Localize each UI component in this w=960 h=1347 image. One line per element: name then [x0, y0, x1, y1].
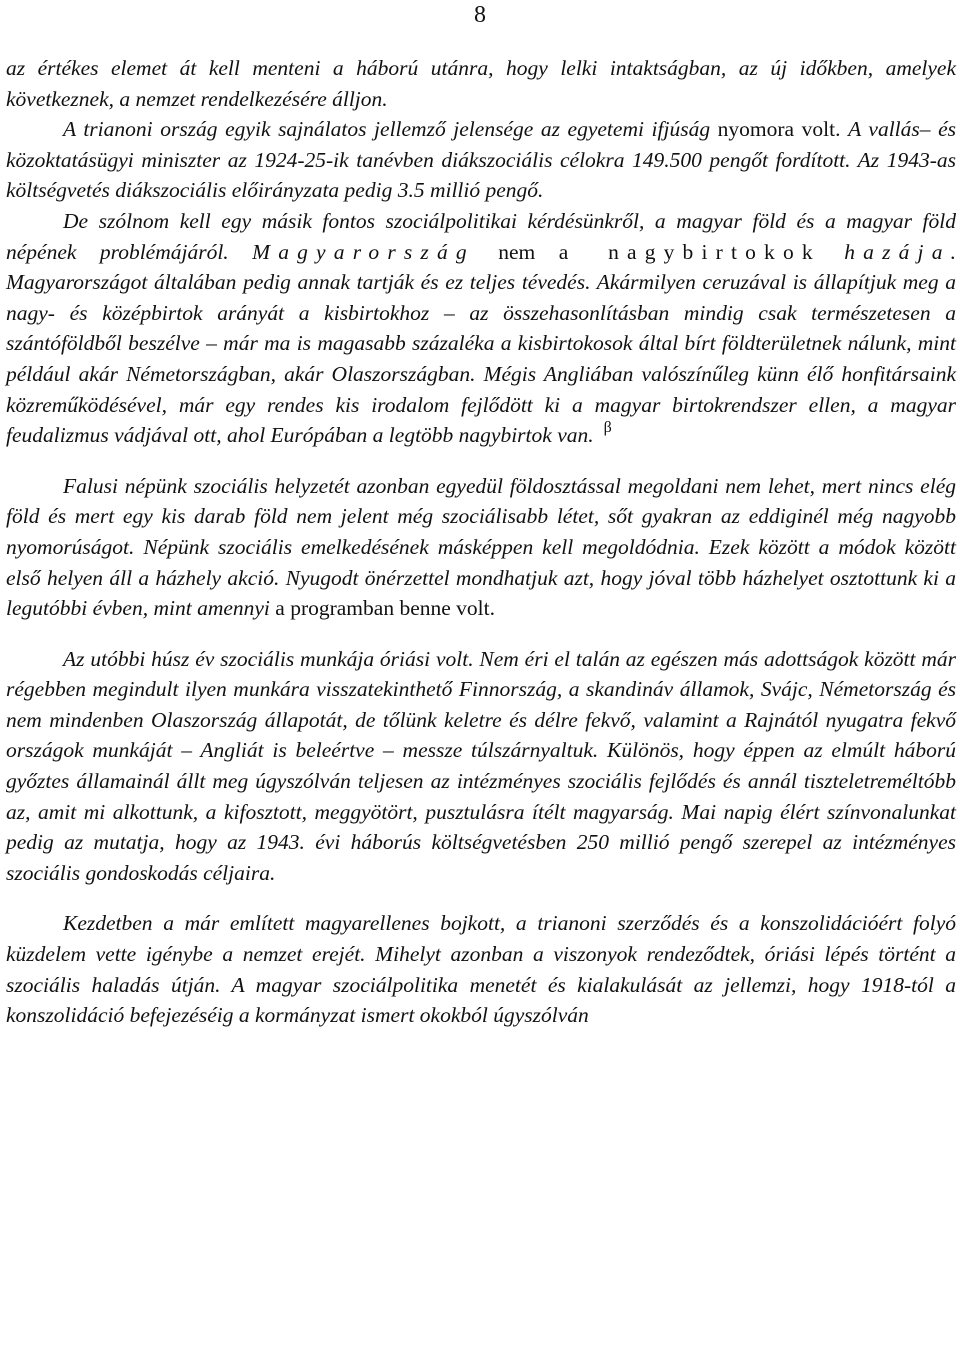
- text-run: az értékes elemet át kell menteni a háború utánra, hogy lelki intaktságban, az új időkben, amelyek következnek, a nemzet rendelkezésére álljon.: [6, 56, 956, 111]
- text-run: a programban benne volt.: [269, 596, 495, 621]
- text-run: Az utóbbi húsz év szociális munkája óriási volt. Nem éri el talán az egészen más adottságok között már régebben megindult ilyen munkára visszatekinthető Finnország, a skandináv államok, Svájc, Németország és nem mindenben Olaszország állapotát, de tőlünk keletre és délre fekvő, valamint a Rajnától nyugatra fekvő országok munkáját – Angliát is beleértve – messze túlszárnyaltuk. Különös, hogy éppen az elmúlt háború győztes államainál állt meg úgyszólván teljesen az intézményes szociális fejlődés és annál tiszteletreméltóbb az, amit mi alkottunk, a kifosztott, meggyötört, pusztulásra ítélt magyarság. Mai napig élért színvonalunkat pedig az mutatja, hogy az 1943. évi háborús költségvetésben 250 millió pengő szerepel az intézményes szociális gondoskodás céljaira.: [6, 646, 956, 885]
- text-run: Magyarország: [252, 239, 475, 264]
- text-run: A vallás– és közoktatásügyi miniszter az 1924-25-ik tanévben diákszociális célokra 149.500 pengőt fordított. Az 1943-as költségvetés diákszociális előirányzata pedig 3.5 millió pengő.: [6, 117, 957, 203]
- text-run: A trianoni ország egyik sajnálatos jellemző jelensége az egyetemi ifjúság: [63, 117, 711, 142]
- text-run: . Magyarországot általában pedig annak tartják és ez teljes tévedés. Akármilyen ceruzával is állapítjuk meg a nagy- és középbirtok arányát a kisbirtokhoz – az összehasonlításban mindig csak természetesen a szántóföldből beszélve – már ma is magasabb százaléka a kisbirtokosok által bírt földterületnek nálunk, mint például akár Németországban, akár Olaszországban. Mégis Angliában valószínűleg künn élő honfitársaink közreműködésével, már egy rendes kis irodalom fejlődött ki a magyar birtokrendszer ellen, a magyar feudalizmus vádjával ott, ahol Európában a legtöbb nagybirtok van.: [6, 239, 956, 448]
- text-run: Falusi népünk szociális helyzetét azonban egyedül földosztással megoldani nem lehet, mert nincs elég föld és mert egy kis darab föld nem jelent még szociálisabb létet, sőt gyakran az eddiginél még nagyobb nyomorúságot. Népünk szociális emelkedésének másképpen kell megoldódnia. Ezek között a módok között első helyen áll a házhely akció. Nyugodt önérzettel mondhatjuk azt, hogy jóval több házhelyet osztottunk ki a legutóbbi évben, mint amennyi: [6, 473, 956, 621]
- footnote-marker: β: [603, 419, 612, 437]
- text-run: De szólnom kell egy másik fontos szociálpolitikai kérdésünkről, a magyar föld és a magyar föld népének problémájáról.: [6, 208, 956, 264]
- paragraph-1: [6, 53, 956, 114]
- paragraph-2: [6, 114, 956, 206]
- text-run: a nagybirtokok: [558, 239, 821, 264]
- paragraph-5: [6, 644, 956, 889]
- text-run: nem: [474, 239, 559, 264]
- document-body: [6, 53, 956, 1031]
- paragraph-6: [6, 908, 956, 1030]
- text-run: Kezdetben a már említett magyarellenes bojkott, a trianoni szerződés és a konszolidációért folyó küzdelem vette igénybe a nemzet erejét. Mihelyt azonban a viszonyok rendeződtek, óriási lépés történt a szociális haladás útján. A magyar szociálpolitika menetét és kialakulását az jellemzi, hogy 1918-tól a konszolidáció befejezéséig a kormányzat ismert okokból úgyszólván: [6, 911, 956, 1028]
- page-number: 8: [474, 2, 486, 28]
- paragraph-3: [6, 206, 956, 451]
- paragraph-4: [6, 471, 956, 624]
- text-run: [821, 240, 844, 264]
- text-run: hazája: [844, 239, 951, 264]
- text-run: nyomora volt.: [710, 117, 849, 142]
